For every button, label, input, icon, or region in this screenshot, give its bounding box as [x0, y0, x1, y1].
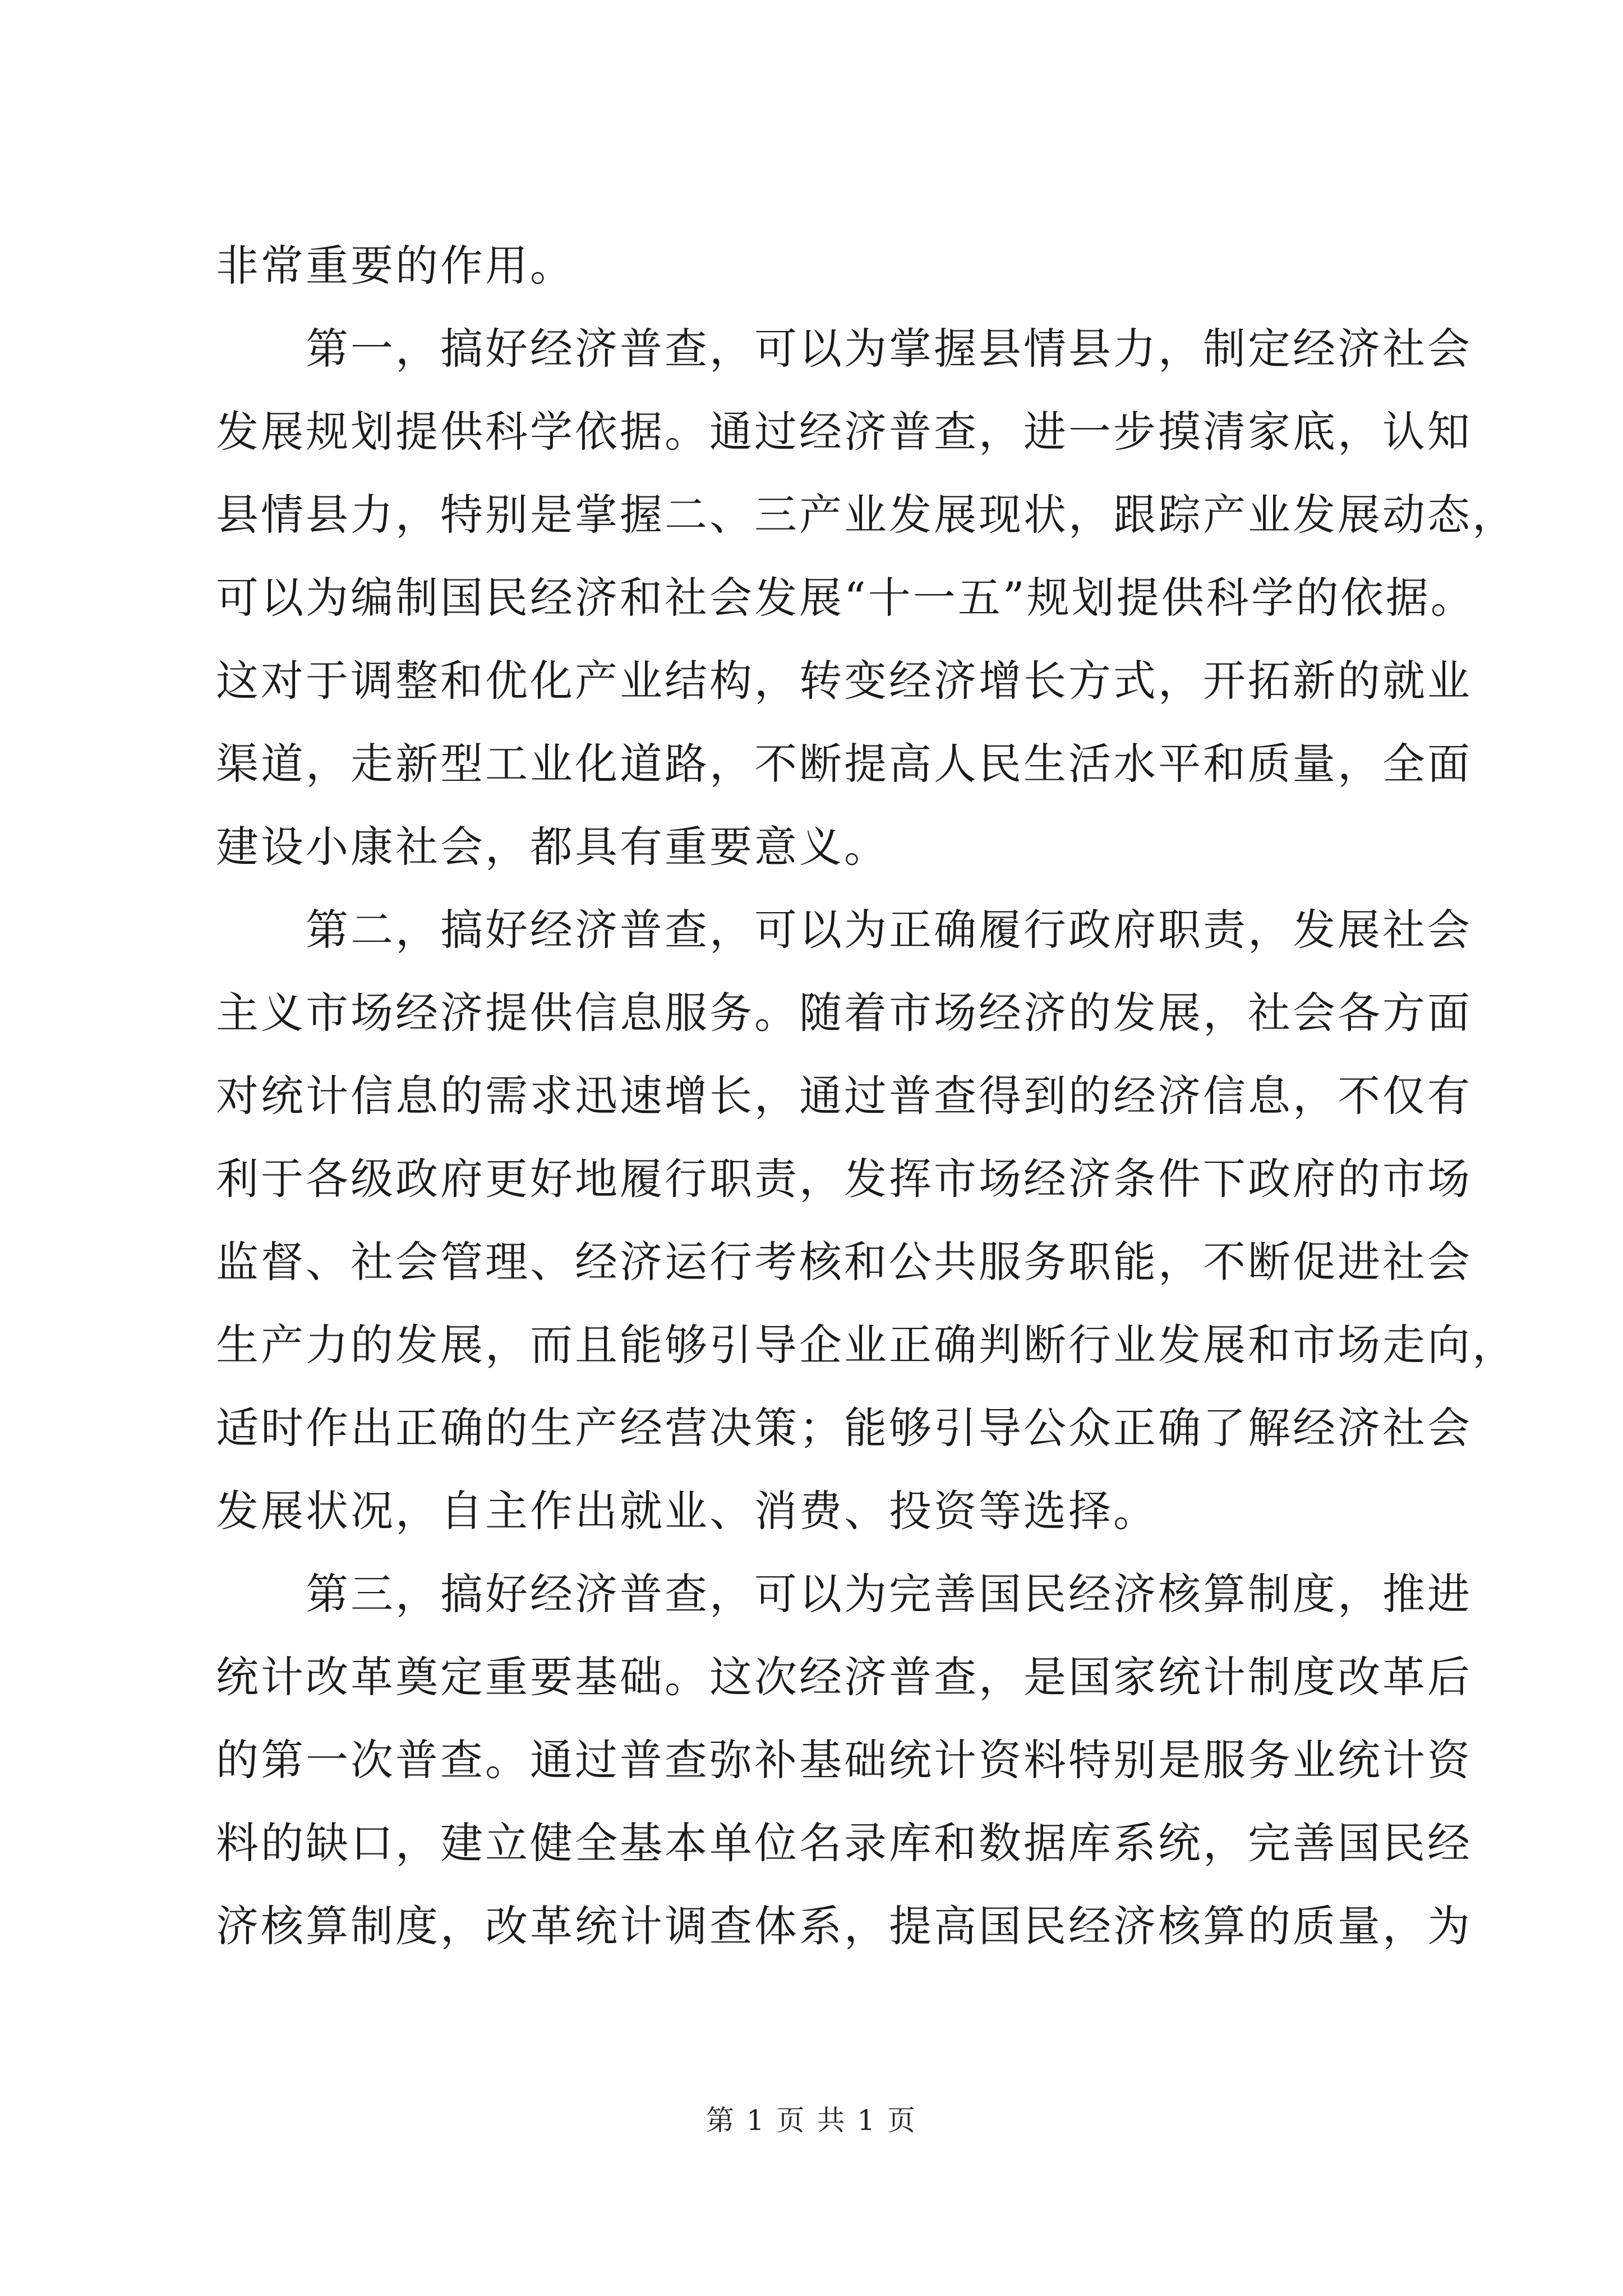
text-line: 这对于调整和优化产业结构，转变经济增长方式，开拓新的就业 [216, 656, 1472, 706]
text-line: 建设小康社会，都具有重要意义。 [216, 822, 889, 872]
text-line: 第二，搞好经济普查，可以为正确履行政府职责，发展社会 [306, 905, 1472, 955]
text-line: 发展状况，自主作出就业、消费、投资等选择。 [216, 1486, 1158, 1536]
page-number-footer: 第 1 页 共 1 页 [706, 2104, 917, 2137]
text-line: 济核算制度，改革统计调查体系，提高国民经济核算的质量，为 [216, 1901, 1472, 1951]
text-line: 对统计信息的需求迅速增长，通过普查得到的经济信息，不仅有 [216, 1071, 1472, 1121]
text-line: 统计改革奠定重要基础。这次经济普查，是国家统计制度改革后 [216, 1652, 1472, 1702]
text-line: 的第一次普查。通过普查弥补基础统计资料特别是服务业统计资 [216, 1735, 1472, 1785]
text-line: 县情县力，特别是掌握二、三产业发展现状，跟踪产业发展动态， [216, 490, 1517, 540]
text-line: 料的缺口，建立健全基本单位名录库和数据库系统，完善国民经 [216, 1818, 1472, 1868]
text-line: 渠道，走新型工业化道路，不断提高人民生活水平和质量，全面 [216, 739, 1472, 789]
text-line: 监督、社会管理、经济运行考核和公共服务职能，不断促进社会 [216, 1237, 1472, 1287]
text-line: 利于各级政府更好地履行职责，发挥市场经济条件下政府的市场 [216, 1154, 1472, 1204]
text-line: 第三，搞好经济普查，可以为完善国民经济核算制度，推进 [306, 1569, 1472, 1619]
text-line: 发展规划提供科学依据。通过经济普查，进一步摸清家底，认知 [216, 407, 1472, 457]
text-line: 适时作出正确的生产经营决策；能够引导公众正确了解经济社会 [216, 1403, 1472, 1453]
text-line: 非常重要的作用。 [216, 241, 575, 291]
text-line: 主义市场经济提供信息服务。随着市场经济的发展，社会各方面 [216, 988, 1472, 1038]
text-line: 第一，搞好经济普查，可以为掌握县情县力，制定经济社会 [306, 324, 1472, 374]
text-line: 可以为编制国民经济和社会发展“十一五”规划提供科学的依据。 [216, 573, 1476, 623]
body-text [216, 224, 1517, 1968]
text-line: 生产力的发展，而且能够引导企业正确判断行业发展和市场走向， [216, 1320, 1517, 1370]
